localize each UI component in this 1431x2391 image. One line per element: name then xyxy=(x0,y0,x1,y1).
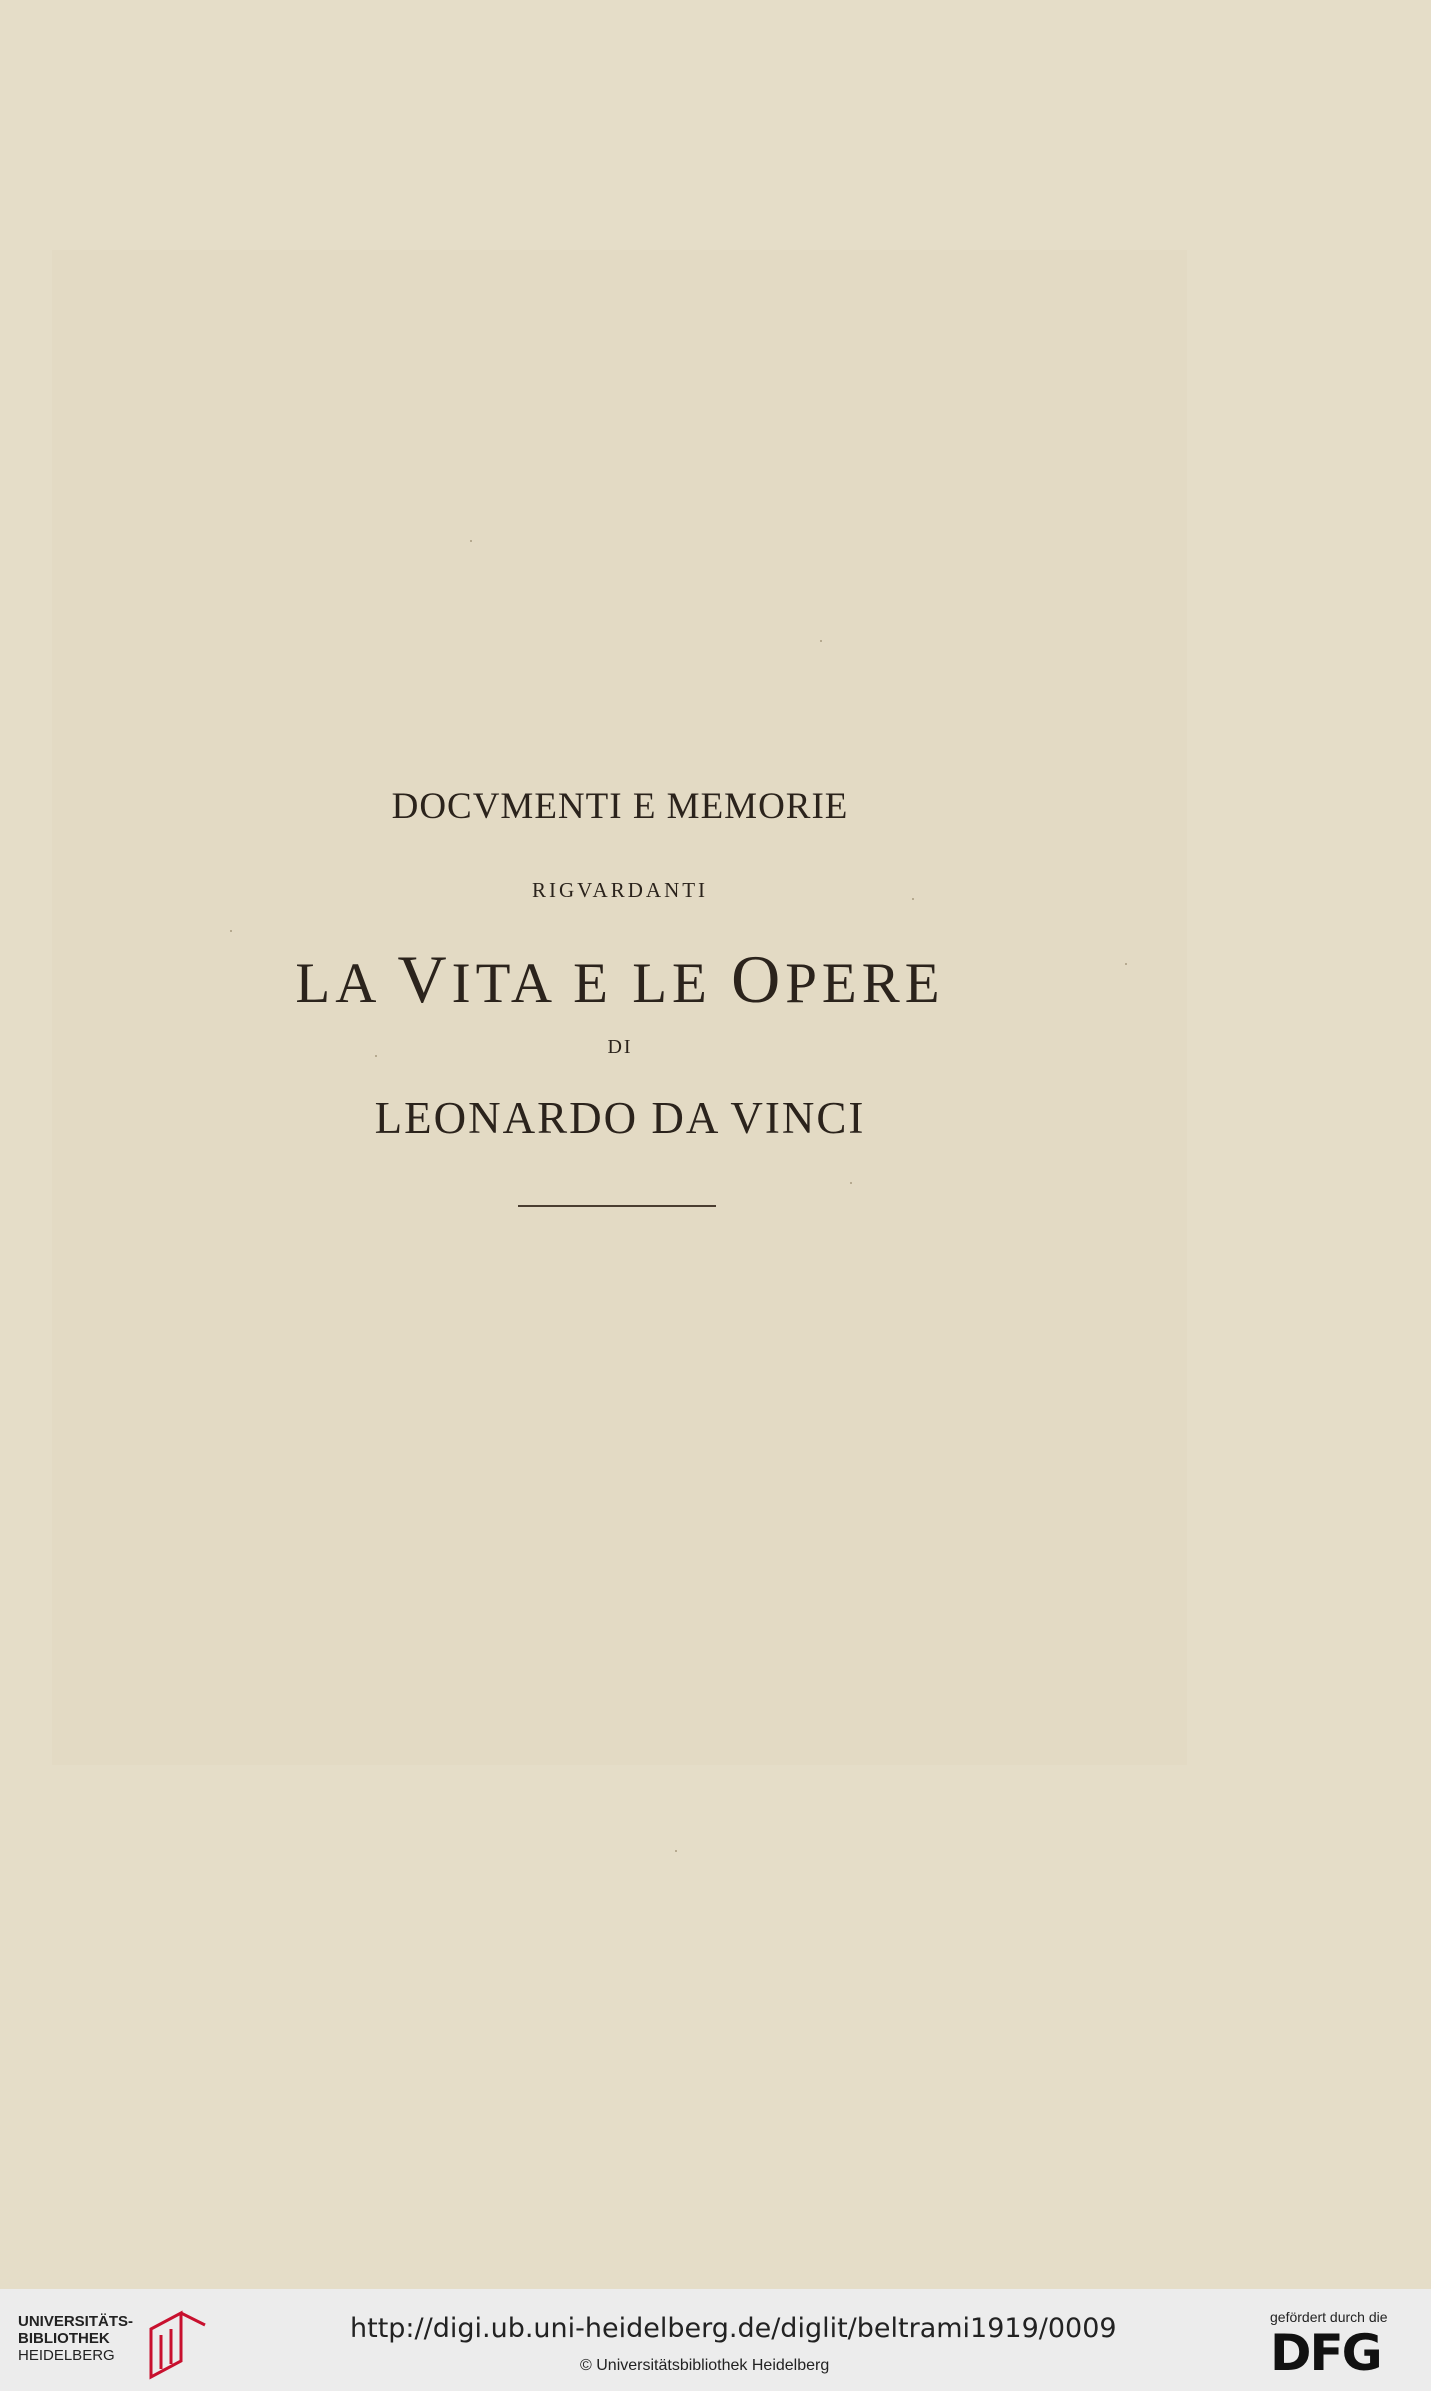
ub-line2: BIBLIOTHEK xyxy=(18,2330,110,2347)
ub-logo-text xyxy=(18,2313,133,2364)
dfg-caption: gefördert durch die xyxy=(1270,2309,1388,2325)
copyright-notice: © Universitätsbibliothek Heidelberg xyxy=(580,2357,830,2374)
title-initial-v: V xyxy=(397,941,452,1017)
paper-speck xyxy=(230,930,232,932)
permalink-url[interactable]: http://digi.ub.uni-heidelberg.de/diglit/beltrami1919/0009 xyxy=(350,2313,1117,2344)
ub-heidelberg-logo[interactable] xyxy=(18,2313,208,2373)
ub-line3: HEIDELBERG xyxy=(18,2347,115,2364)
dfg-funding xyxy=(1270,2309,1420,2382)
title-la: LA xyxy=(295,952,398,1015)
title-line-author: LEONARDO DA VINCI xyxy=(374,1093,866,1143)
digitization-footer xyxy=(0,2289,1431,2391)
title-line-vita-opere xyxy=(0,940,1240,1019)
title-ita-e-le: ITA E LE xyxy=(451,952,732,1015)
ub-mark-icon xyxy=(143,2309,213,2381)
paper-speck xyxy=(850,1182,852,1184)
ub-line1: UNIVERSITÄTS- xyxy=(18,2313,134,2330)
paper-speck xyxy=(820,640,822,642)
title-pere: PERE xyxy=(785,952,945,1015)
title-line-di: DI xyxy=(607,1036,633,1058)
title-initial-o: O xyxy=(731,941,786,1017)
paper-speck xyxy=(470,540,472,542)
title-line-rigvardanti: RIGVARDANTI xyxy=(531,878,709,902)
title-rule xyxy=(518,1205,716,1207)
dfg-logo[interactable]: DFG xyxy=(1270,2324,1381,2382)
title-line-documenti: DOCVMENTI E MEMORIE xyxy=(391,786,849,827)
paper-speck xyxy=(675,1850,677,1852)
